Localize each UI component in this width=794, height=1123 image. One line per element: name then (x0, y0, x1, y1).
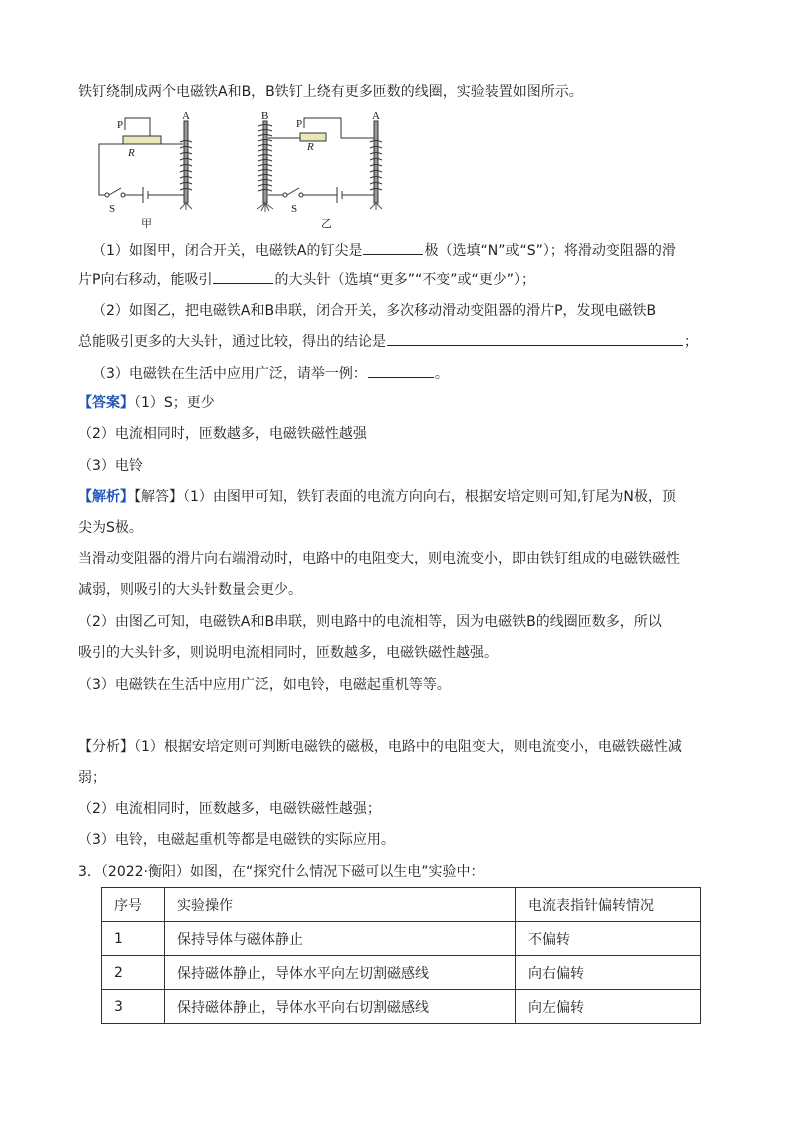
table-cell: 保持磁体静止，导体水平向左切割磁感线 (165, 956, 516, 990)
answer-blank-4[interactable] (368, 362, 434, 378)
label-p-yi: P (296, 118, 303, 130)
analysis-line-3: （2）电流相同时，匝数越多，电磁铁磁性越强； (78, 801, 381, 817)
question-1-cont: 片P向右移动，能吸引 的大头针（选填“更多”“不变”或“更少”）； (78, 268, 535, 290)
question-2: （2）如图乙，把电磁铁A和B串联，闭合开关，多次移动滑动变阻器的滑片P，发现电磁铁B (92, 303, 657, 319)
explanation-line-7: （3）电磁铁在生活中应用广泛，如电铃，电磁起重机等等。 (78, 677, 451, 693)
table-cell: 向左偏转 (516, 990, 701, 1024)
table-cell: 2 (102, 956, 165, 990)
question-1: （1）如图甲，闭合开关，电磁铁A的钉尖是 极（选填“N”或“S”）；将滑动变阻器的滑 (92, 239, 676, 261)
figure-yi-labels (261, 110, 380, 230)
explanation-line-3: 当滑动变阻器的滑片向右端滑动时，电路中的电阻变大，则电流变小，即由铁钉组成的电磁铁磁性 (78, 551, 680, 567)
figure-yi (257, 118, 382, 212)
table-row (102, 956, 701, 990)
label-r-jia: R (128, 147, 135, 159)
analysis-line-4: （3）电铃，电磁起重机等都是电磁铁的实际应用。 (78, 832, 395, 848)
table-header-cell: 实验操作 (165, 888, 516, 922)
explanation-line-6: 吸引的大头针多，则说明电流相同时，匝数越多，电磁铁磁性越强。 (78, 645, 498, 661)
experiment-table (101, 887, 701, 1024)
answer-blank-2[interactable] (213, 268, 273, 284)
answer-blank-1[interactable] (363, 239, 423, 255)
table-row (102, 922, 701, 956)
caption-jia: 甲 (141, 218, 152, 230)
question-2-cont: 总能吸引更多的大头针，通过比较，得出的结论是 ； (78, 330, 698, 352)
table-cell: 保持磁体静止，导体水平向右切割磁感线 (165, 990, 516, 1024)
table-row (102, 990, 701, 1024)
answer-tag: 【答案】 (78, 395, 134, 411)
answer-blank-3[interactable] (387, 330, 683, 346)
label-r-yi: R (307, 141, 314, 153)
explanation-line-5: （2）由图乙可知，电磁铁A和B串联，则电路中的电流相等，因为电磁铁B的线圈匝数多，所以 (78, 614, 662, 630)
analysis-tag: 【分析】 (78, 739, 134, 755)
label-b-yi: B (261, 110, 269, 122)
analysis-line-1: 【分析】（1）根据安培定则可判断电磁铁的磁极，电路中的电阻变大，则电流变小，电磁铁磁性减 (78, 739, 682, 755)
table-cell: 向右偏转 (516, 956, 701, 990)
question-3-stem: 3．（2022·衡阳）如图，在“探究什么情况下磁可以生电”实验中： (78, 864, 485, 880)
table-header-row (102, 888, 701, 922)
label-a-yi: A (372, 110, 380, 122)
table-cell: 不偏转 (516, 922, 701, 956)
solution-tag: 【解答】 (134, 489, 183, 505)
question-3: （3）电磁铁在生活中应用广泛，请举一例： 。 (92, 362, 449, 384)
answer-line-2: （2）电流相同时，匝数越多，电磁铁磁性越强 (78, 426, 367, 442)
label-s-yi: S (291, 203, 298, 215)
table-cell: 保持导体与磁体静止 (165, 922, 516, 956)
answer-line-1: 【答案】（1）S；更少 (78, 395, 215, 411)
label-p-jia: P (117, 119, 124, 131)
caption-yi: 乙 (321, 218, 332, 230)
table-header-cell: 序号 (102, 888, 165, 922)
explanation-line-2: 尖为S极。 (78, 520, 143, 536)
explanation-tag: 【解析】 (78, 489, 134, 505)
explanation-line-1: 【解析】【解答】（1）由图甲可知，铁钉表面的电流方向向右，根据安培定则可知,钉尾为N极，顶 (78, 489, 676, 505)
figure-jia (99, 118, 192, 210)
table-header-cell: 电流表指针偏转情况 (516, 888, 701, 922)
analysis-line-2: 弱； (78, 770, 106, 786)
answer-line-3: （3）电铃 (78, 458, 143, 474)
experiment-figure (85, 108, 405, 234)
table-cell: 1 (102, 922, 165, 956)
table-cell: 3 (102, 990, 165, 1024)
explanation-line-4: 减弱，则吸引的大头针数量会更少。 (78, 582, 302, 598)
intro-text: 铁钉绕制成两个电磁铁A和B，B铁钉上绕有更多匝数的线圈，实验装置如图所示。 (78, 84, 583, 100)
label-s-jia: S (109, 203, 116, 215)
label-a-jia: A (182, 110, 190, 122)
